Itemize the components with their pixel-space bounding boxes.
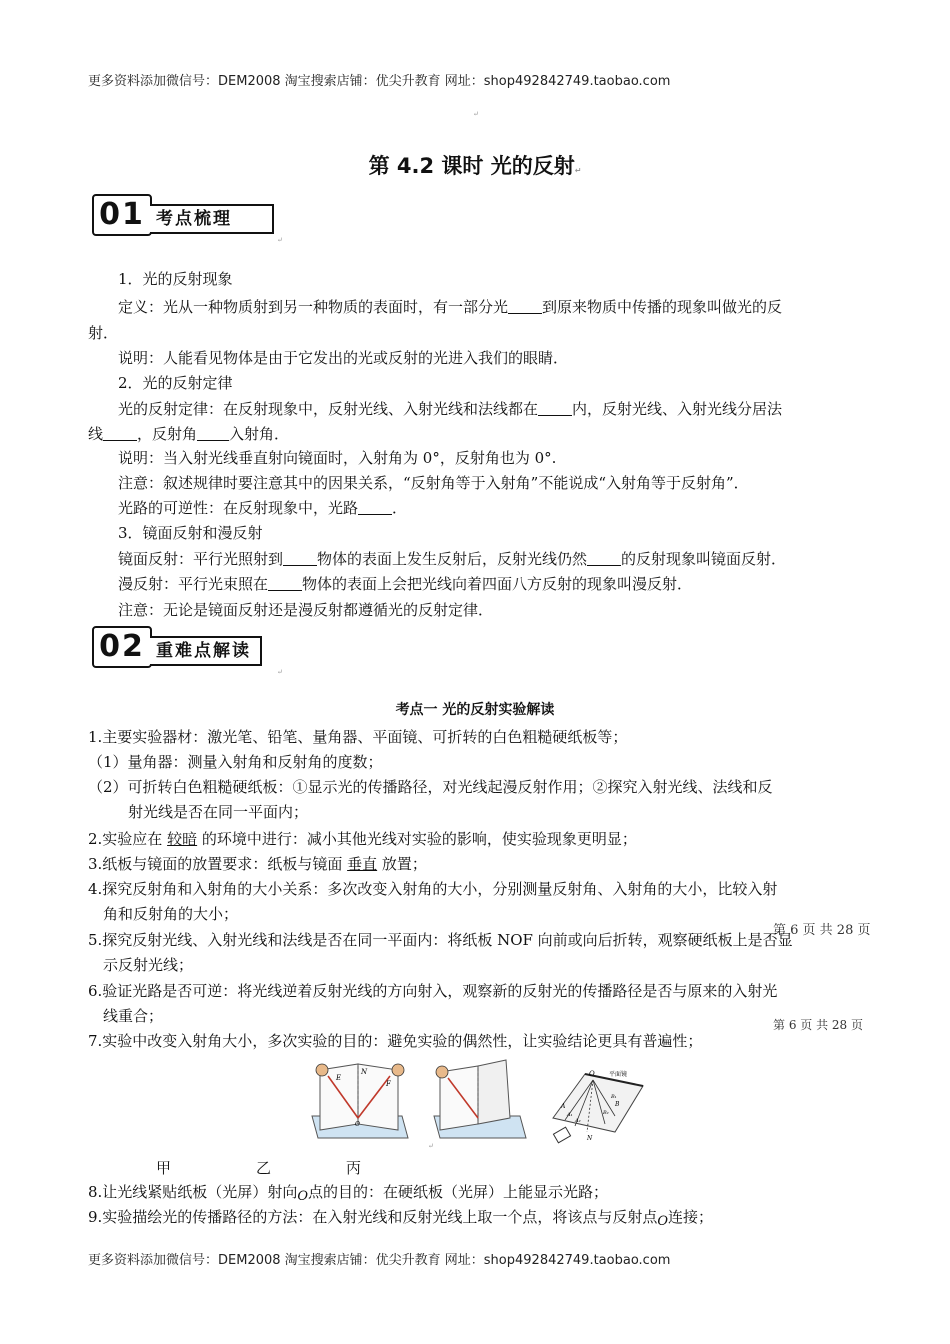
text-line: 光的反射定律：在反射现象中，反射光线、入射光线和法线都在 内，反射光线、入射光线分居法 (118, 400, 783, 418)
label-e: E (336, 1074, 342, 1082)
list-item: 4.探究反射角和入射角的大小关系：多次改变入射角的大小，分别测量反射角、入射角的大小，比较入射 (88, 880, 778, 898)
label-b1: B₁ (611, 1094, 617, 1100)
fill-blank (268, 575, 302, 591)
caption-yi: 乙 (256, 1159, 272, 1177)
caption-jia: 甲 (156, 1159, 172, 1177)
text-line: 线 ，反射角 入射角． (88, 425, 290, 443)
label-b: B (615, 1101, 620, 1108)
section-label: 重难点解读 (150, 636, 262, 666)
list-item: 线重合； (103, 1007, 164, 1025)
label-o: O (589, 1070, 595, 1078)
label-n: N (361, 1068, 368, 1076)
list-item: 9.实验描绘光的传播路径的方法：在入射光线和反射光线上取一个点，将该点与反射点O连接； (88, 1208, 714, 1229)
text-line: 漫反射：平行光束照在 物体的表面上会把光线向着四面八方反射的现象叫漫反射． (118, 575, 693, 593)
page-title: 第 4.2 课时 光的反射↵ (368, 154, 582, 178)
list-item: （2）可折转白色粗糙硬纸板：①显示光的传播路径，对光线起漫反射作用；②探究入射光线、法线和反 (88, 778, 773, 796)
text-line: 2．光的反射定律 (118, 374, 233, 392)
list-item: 1.主要实验器材：激光笔、铅笔、量角器、平面镜、可折转的白色粗糙硬纸板等； (88, 728, 628, 746)
text-line: 镜面反射：平行光照射到 物体的表面上发生反射后，反射光线仍然 的反射现象叫镜面反射． (118, 550, 787, 568)
figure-yi (428, 1058, 528, 1146)
list-item: 7.实验中改变入射角大小，多次实验的目的：避免实验的偶然性，让实验结论更具有普遍性； (88, 1032, 703, 1050)
label-n: N (587, 1135, 593, 1142)
hand-icon (392, 1064, 404, 1076)
figure-jia (306, 1058, 410, 1146)
caption-bing: 丙 (346, 1159, 362, 1177)
paragraph-mark: ↵ (428, 1142, 434, 1150)
text-line: 说明：当入射光线垂直射向镜面时，入射角为 0°，反射角也为 0°. (118, 449, 557, 467)
fill-blank (103, 425, 137, 441)
paragraph-mark: ↵ (277, 236, 283, 244)
label-o: O (355, 1121, 360, 1128)
section-number: 02 (92, 626, 152, 668)
text-line: 1．光的反射现象 (118, 270, 233, 288)
paragraph-mark: ↵ (473, 110, 479, 118)
list-item: 3.纸板与镜面的放置要求：纸板与镜面 垂直 放置； (88, 855, 427, 873)
page-footer: 更多资料添加微信号：DEM2008 淘宝搜索店铺：优尖升教育 网址：shop492842749.taobao.com (88, 1253, 671, 1268)
fill-blank (283, 550, 317, 566)
list-item: 6.验证光路是否可逆：将光线逆着反射光线的方向射入，观察新的反射光的传播路径是否与原来的入射光 (88, 982, 778, 1000)
label-f: F (386, 1080, 391, 1088)
fill-blank (538, 400, 572, 416)
paragraph-mark: ↵ (277, 668, 283, 676)
fill-blank (508, 298, 542, 314)
figure-bing (545, 1066, 649, 1148)
fill-blank (197, 425, 229, 441)
list-item: 8.让光线紧贴纸板（光屏）射向O点的目的：在硬纸板（光屏）上能显示光路； (88, 1183, 609, 1204)
section-number: 01 (92, 194, 152, 236)
label-mirror: 平面镜 (609, 1071, 628, 1078)
hand-icon (316, 1064, 328, 1076)
label-a: A (561, 1103, 566, 1110)
text-line: 注意：叙述规律时要注意其中的因果关系，“反射角等于入射角”不能说成“入射角等于反射角”． (118, 474, 749, 492)
fill-blank (587, 550, 621, 566)
page-header: 更多资料添加微信号：DEM2008 淘宝搜索店铺：优尖升教育 网址：shop492842749.taobao.com (88, 74, 671, 89)
fill-blank (358, 499, 392, 515)
list-item: 5.探究反射光线、入射光线和法线是否在同一平面内：将纸板 NOF 向前或向后折转，观察硬纸板上是否显 (88, 931, 793, 949)
text-line: 射． (88, 324, 119, 342)
flashlight-icon (553, 1127, 570, 1143)
text-line: 3．镜面反射和漫反射 (118, 524, 263, 542)
text-line: 说明：人能看见物体是由于它发出的光或反射的光进入我们的眼睛． (118, 349, 569, 367)
label-a2: A₂ (575, 1118, 581, 1124)
section-heading: 考点一 光的反射实验解读 (395, 702, 555, 718)
text-line: 光路的可逆性：在反射现象中，光路 ． (118, 499, 408, 517)
hand-icon (436, 1066, 448, 1078)
list-item: 角和反射角的大小； (103, 905, 239, 923)
section-label: 考点梳理 (150, 204, 274, 234)
list-item: （1）量角器：测量入射角和反射角的度数； (88, 753, 383, 771)
list-item: 2.实验应在 较暗 的环境中进行：减小其他光线对实验的影响，使实验现象更明显； (88, 830, 637, 848)
page-number: 第 6 页 共 28 页 (773, 1018, 863, 1032)
label-a1: A₁ (567, 1112, 573, 1118)
list-item: 射光线是否在同一平面内； (128, 803, 309, 821)
text-line: 定义：光从一种物质射到另一种物质的表面时，有一部分光 到原来物质中传播的现象叫做光的反 (118, 298, 783, 316)
board-right-folded (478, 1060, 510, 1124)
text-line: 注意：无论是镜面反射还是漫反射都遵循光的反射定律． (118, 601, 494, 619)
list-item: 示反射光线； (103, 956, 194, 974)
page-number-overlay: 第 6 页 共 28 页 (773, 919, 870, 938)
label-b2: B₂ (603, 1110, 609, 1116)
